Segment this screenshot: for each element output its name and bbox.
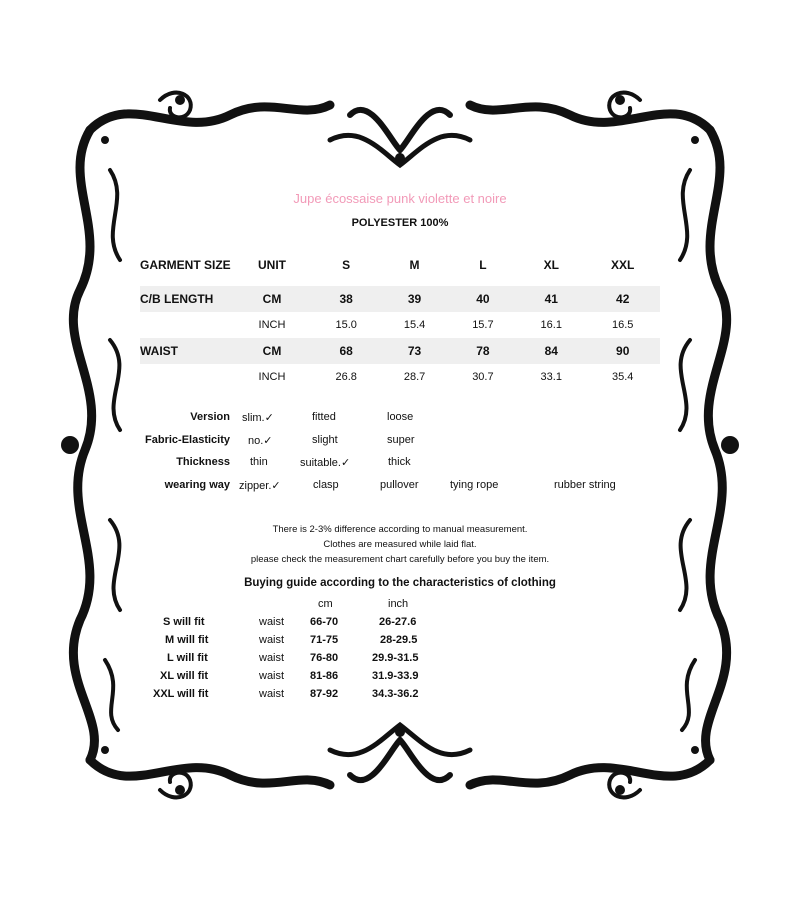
row-unit: INCH: [258, 371, 286, 383]
row-unit: CM: [232, 286, 312, 312]
note-line: please check the measurement chart carefully before you buy the item.: [250, 554, 550, 565]
option: clasp: [313, 478, 339, 491]
fit-size: M will fit: [165, 634, 209, 646]
cell: 16.1: [540, 319, 562, 331]
characteristic-label: wearing way: [164, 478, 230, 491]
fit-part: waist: [259, 670, 285, 682]
option: tying rope: [450, 478, 499, 491]
table-row: [140, 312, 660, 338]
option: loose: [387, 411, 414, 423]
characteristic-label: Thickness: [176, 456, 230, 468]
characteristic-label: Version: [190, 411, 230, 423]
cell: 90: [585, 338, 660, 364]
fit-size: L will fit: [167, 652, 208, 664]
fit-cm: 71-75: [310, 634, 339, 646]
header-size-m: M: [409, 258, 420, 272]
size-table-header: [140, 244, 660, 286]
fit-cm: 87-92: [310, 688, 339, 700]
option-selected: suitable.✓: [300, 457, 351, 469]
option-selected: slim.✓: [242, 412, 274, 424]
option-selected: zipper.✓: [239, 479, 281, 492]
fit-cm: 66-70: [310, 616, 339, 628]
option: slight: [312, 433, 338, 446]
fit-part: waist: [259, 634, 285, 646]
fit-size: XL will fit: [160, 670, 209, 682]
characteristic-row: [130, 479, 650, 502]
option: thick: [388, 456, 411, 468]
fit-cm: 81-86: [310, 670, 339, 682]
option: thin: [250, 456, 268, 468]
fit-inch: 34.3-36.2: [372, 688, 419, 700]
buying-guide-title: Buying guide according to the characteristics of clothing: [244, 577, 556, 589]
cell: 73: [380, 338, 448, 364]
fit-cm: 76-80: [310, 652, 339, 664]
row-unit: INCH: [258, 319, 286, 331]
header-size-xxl: XXL: [611, 258, 635, 272]
characteristic-row: [130, 456, 650, 479]
option: fitted: [312, 411, 336, 423]
characteristic-row: [130, 434, 650, 457]
option-selected: no.✓: [248, 434, 273, 447]
cell: 15.0: [335, 319, 357, 331]
row-unit: CM: [232, 338, 312, 364]
cell: 84: [517, 338, 585, 364]
cell: 42: [585, 286, 660, 312]
cell: 33.1: [540, 371, 562, 383]
header-size-s: S: [342, 258, 351, 272]
fit-inch: 31.9-33.9: [372, 670, 419, 682]
fit-part: waist: [259, 652, 285, 664]
cell: 78: [449, 338, 517, 364]
header-size-l: L: [479, 258, 487, 272]
option: rubber string: [554, 478, 616, 491]
note-line: There is 2-3% difference according to manual measurement.: [272, 524, 528, 535]
characteristics: [130, 411, 650, 501]
characteristic-row: [130, 411, 650, 434]
row-label: WAIST: [140, 338, 232, 364]
cell: 30.7: [472, 371, 494, 383]
cell: 15.4: [403, 319, 426, 331]
measurement-notes: [0, 522, 800, 567]
table-row: [140, 286, 660, 312]
cell: 16.5: [612, 319, 634, 331]
header-size-xl: XL: [543, 258, 559, 272]
fit-size: S will fit: [163, 616, 205, 628]
header-unit: UNIT: [258, 258, 286, 272]
cell: 41: [517, 286, 585, 312]
size-table: [140, 244, 660, 390]
fit-inch: 26-27.6: [379, 616, 417, 628]
cell: 28.7: [403, 371, 426, 383]
row-label: [140, 364, 232, 390]
cell: 40: [449, 286, 517, 312]
row-label: C/B LENGTH: [140, 286, 232, 312]
characteristic-label: Fabric-Elasticity: [145, 433, 230, 446]
cell: 39: [380, 286, 448, 312]
fit-part: waist: [259, 616, 285, 628]
cell: 38: [312, 286, 380, 312]
cell: 15.7: [472, 319, 494, 331]
fit-inch: 28-29.5: [380, 634, 418, 646]
cell: 35.4: [612, 371, 634, 383]
product-title: Jupe écossaise punk violette et noire: [293, 191, 507, 206]
option: super: [387, 433, 415, 446]
row-label: [140, 312, 232, 338]
col-inch: inch: [388, 598, 409, 610]
col-cm: cm: [318, 598, 333, 610]
table-row: [140, 338, 660, 364]
header-garment-size: GARMENT SIZE: [140, 258, 231, 272]
cell: 68: [312, 338, 380, 364]
fit-part: waist: [259, 688, 285, 700]
option: pullover: [380, 478, 419, 491]
note-line: Clothes are measured while laid flat.: [323, 539, 477, 550]
fit-inch: 29.9-31.5: [372, 652, 419, 664]
material-label: POLYESTER 100%: [351, 217, 449, 229]
fit-size: XXL will fit: [153, 688, 209, 700]
cell: 26.8: [335, 371, 357, 383]
table-row: [140, 364, 660, 390]
